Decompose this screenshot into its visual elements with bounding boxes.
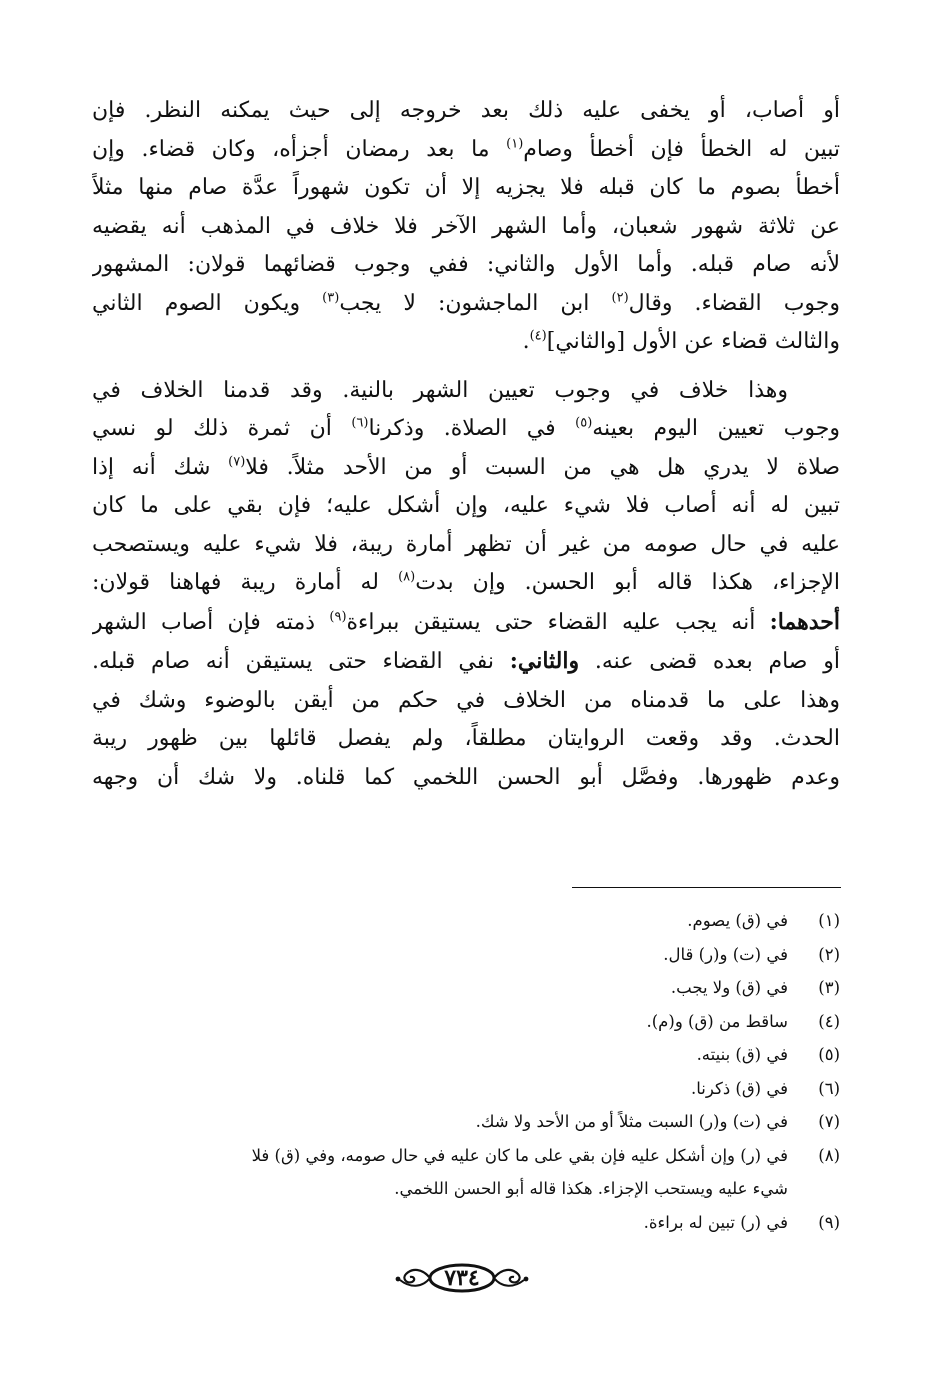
footnote-number: (٨) <box>818 1145 840 1165</box>
paragraph-2 <box>92 372 840 798</box>
footnote-ref[interactable]: (٧) <box>228 454 246 470</box>
footnote-ref[interactable]: (٢) <box>611 290 629 306</box>
paragraph-1 <box>92 92 840 362</box>
text-line: عن ثلاثة شهور شعبان، وأما الشهر الآخر فلا خلاف في المذهب أنه يقضيه <box>92 213 840 239</box>
text-line: الإجزاء، هكذا قاله أبو الحسن. وإن بدت$^{(٨)}$ له أمارة ريبة فهاهنا قولان: <box>92 569 840 595</box>
footnote <box>92 1005 840 1039</box>
footnote-number: (٦) <box>818 1078 840 1098</box>
footnotes <box>92 904 840 1239</box>
footnote <box>92 1105 840 1139</box>
footnote-ref[interactable]: (٦) <box>351 415 369 431</box>
text-line: تبين له أنه أصاب فلا شيء عليه، وإن أشكل عليه؛ فإن بقي على ما كان <box>92 493 840 518</box>
footnote <box>92 938 840 972</box>
text-line: وعدم ظهورها. وفصَّل أبو الحسن اللخمي كما قلناه. ولا شك أن وجهه <box>92 764 840 790</box>
text-line: وهذا خلاف في وجوب تعيين الشهر بالنية. وقد قدمنا الخلاف في <box>92 377 788 403</box>
footnote-number: (٤) <box>818 1011 840 1031</box>
second-opinion-label: والثاني: <box>509 648 580 674</box>
text-line: والثالث قضاء عن الأول [والثاني]$^{(٤)}$. <box>522 328 840 354</box>
footnote <box>92 904 840 938</box>
footnote-number: (٩) <box>818 1212 840 1232</box>
footnote <box>92 1072 840 1106</box>
footnote <box>92 971 840 1005</box>
page-number: ٧٣٤ <box>444 1265 480 1291</box>
footnote-line: في (ر) وإن أشكل عليه فإن بقي على ما كان عليه في حال صومه، وفي (ق) فلا <box>251 1145 788 1165</box>
footnote <box>92 1038 840 1072</box>
text-line: الحدث. وقد وقعت الروايتان مطلقاً، ولم يفصل قائلها بين ظهور ريبة <box>92 726 840 751</box>
footnote-text: في (ق) يصوم. <box>687 911 788 930</box>
footnote-number: (٧) <box>818 1112 840 1131</box>
footnote-number: (٣) <box>818 978 840 997</box>
page-number-ornament <box>392 1262 532 1294</box>
text-line: عليه في حال صومه من غير أن تظهر أمارة ريبة، فلا شيء عليه ويستصحب <box>92 531 840 557</box>
footnote <box>92 1206 840 1240</box>
footnote-separator <box>572 887 841 888</box>
footnote-number: (١) <box>818 911 840 930</box>
footnote-number: (٢) <box>818 944 840 964</box>
text-line: وجوب القضاء. وقال$^{(٢)}$ ابن الماجشون: لا يجب$^{(٣)}$ ويكون الصوم الثاني <box>92 290 840 316</box>
footnote-ref[interactable]: (٨) <box>398 569 416 585</box>
footnote-ref[interactable]: (٩) <box>329 609 347 625</box>
footnote <box>92 1139 840 1206</box>
footnote-ref[interactable]: (١) <box>506 136 524 152</box>
text-line: أو صام بعده قضى عنه. والثاني: نفي القضاء حتى يستيقن أنه صام قبله. <box>92 648 840 674</box>
text-line: وجوب تعيين اليوم بعينه$^{(٥)}$ في الصلاة. وذكرنا$^{(٦)}$ أن ثمرة ذلك لو نسي <box>92 415 840 441</box>
text-line: لأنه صام قبله. وأما الأول والثاني: ففي وجوب قضائهما قولان: المشهور <box>92 252 840 277</box>
text-line: أخطأ بصوم ما كان قبله فلا يجزيه إلا أن تكون شهوراً عدَّة صام منها مثلاً <box>92 175 840 200</box>
footnote-text: في (ر) تبين له براءة. <box>643 1212 788 1232</box>
footnote-number: (٥) <box>818 1045 840 1064</box>
text-line: صلاة لا يدري هل هي من السبت أو من الأحد مثلاً. فلا$^{(٧)}$ شك أنه إذا <box>92 454 840 480</box>
footnote-text: في (ت) و(ر) السبت مثلاً أو من الأحد ولا شك. <box>475 1112 788 1131</box>
footnote-ref[interactable]: (٣) <box>322 290 340 306</box>
text-line: تبين له الخطأ فإن أخطأ وصام$^{(١)}$ ما بعد رمضان أجزأه، وكان قضاء. وإن <box>92 136 840 162</box>
footnote-ref[interactable]: (٥) <box>575 415 593 431</box>
footnote-ref[interactable]: (٤) <box>529 328 547 344</box>
first-opinion-label: أحدهما: <box>769 608 840 635</box>
text-line: أو أصاب، أو يخفى عليه ذلك بعد خروجه إلى حيث يمكنه النظر. فإن <box>92 98 840 123</box>
main-text <box>92 92 840 797</box>
footnote-text: ساقط من (ق) و(م). <box>646 1011 788 1031</box>
footnote-text: في (ق) ذكرنا. <box>691 1078 788 1098</box>
footnote-text: في (ت) و(ر) قال. <box>663 944 788 964</box>
footnote-text <box>92 1139 788 1206</box>
text-line: أحدهما: أنه يجب عليه القضاء حتى يستيقن ببراءة$^{(٩)}$ ذمته فإن أصاب الشهر <box>92 608 840 635</box>
footnote-text: في (ق) بنيته. <box>696 1045 788 1064</box>
footnote-text: في (ق) ولا يجب. <box>670 978 788 997</box>
text-line: وهذا على ما قدمناه من الخلاف في حكم من أيقن بالوضوء وشك في <box>92 687 840 713</box>
footnote-line: شيء عليه ويستحب الإجزاء. هكذا قاله أبو الحسن اللخمي. <box>394 1179 788 1198</box>
